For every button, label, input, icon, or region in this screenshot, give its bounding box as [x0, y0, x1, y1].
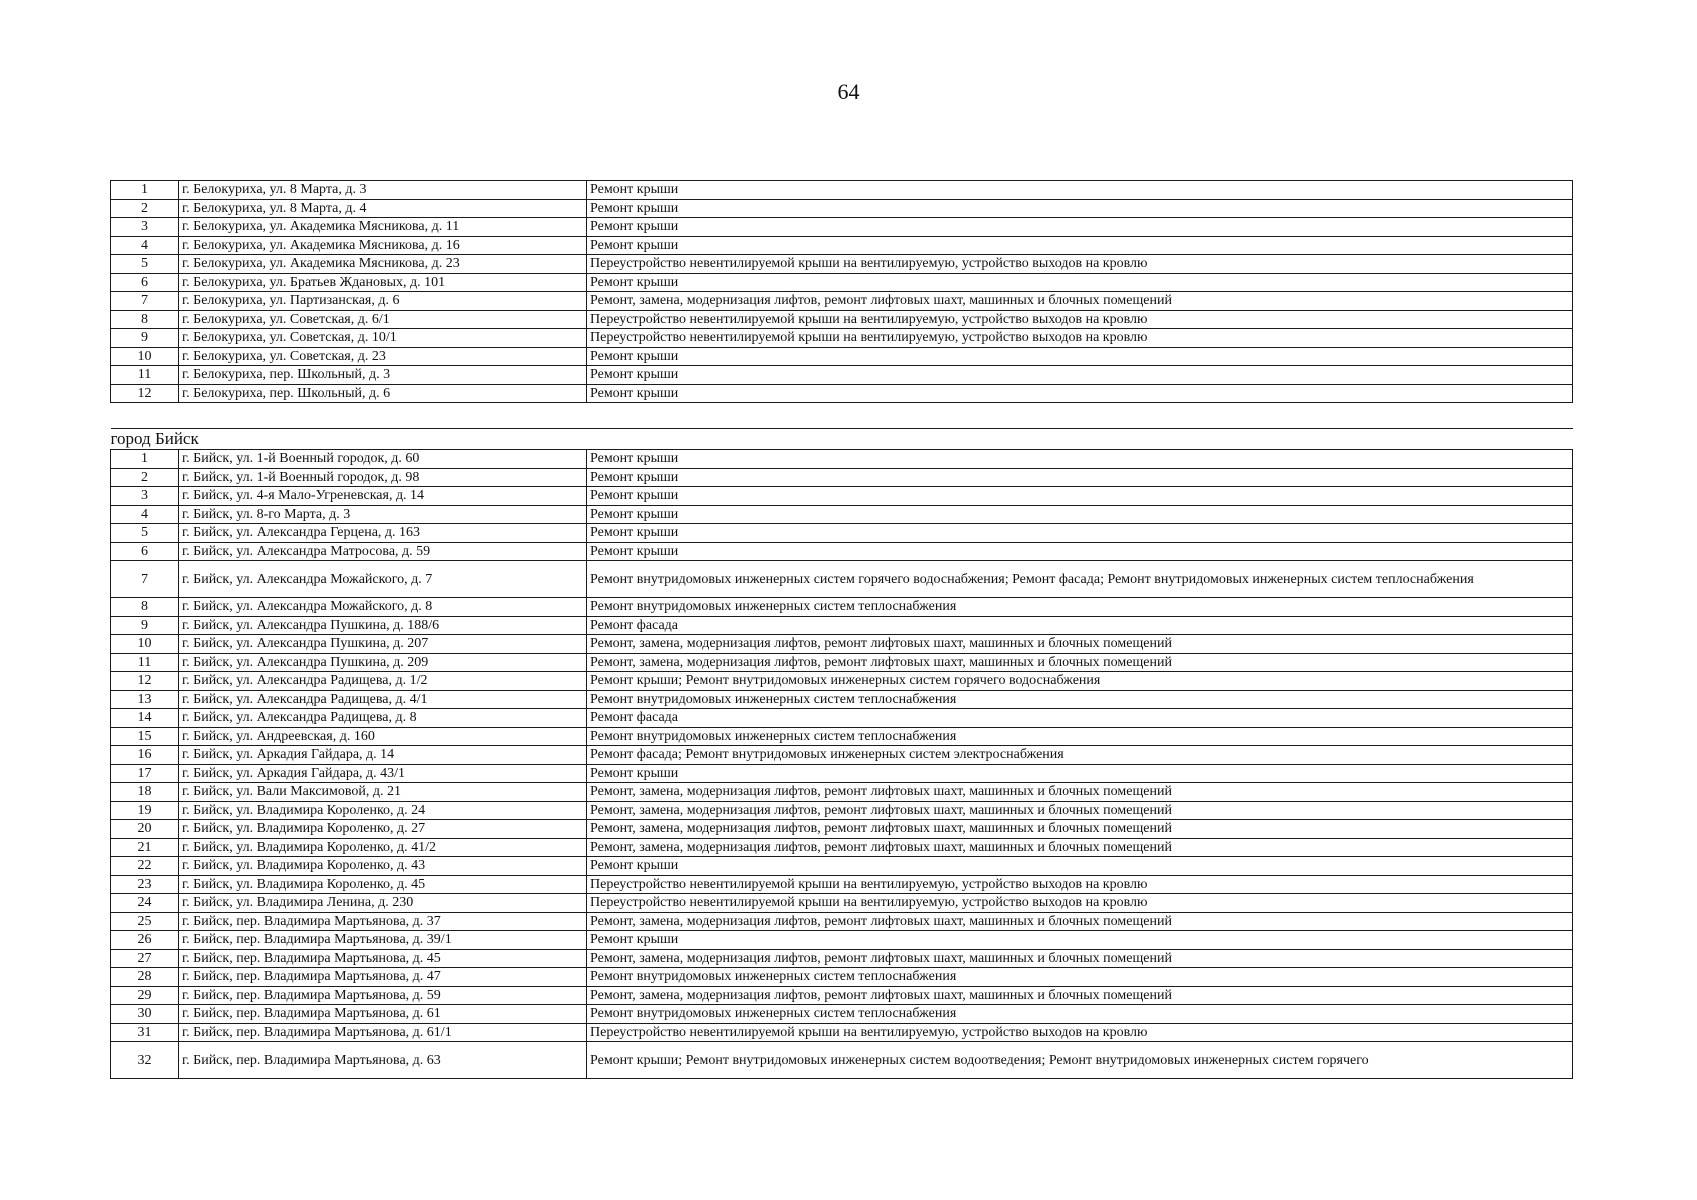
- row-number: 23: [111, 875, 179, 894]
- row-address: г. Белокуриха, ул. Партизанская, д. 6: [179, 292, 587, 311]
- table-row: [111, 968, 1573, 987]
- row-work-type: Ремонт внутридомовых инженерных систем теплоснабжения: [587, 968, 1573, 987]
- table-row: [111, 450, 1573, 469]
- row-work-type: Ремонт, замена, модернизация лифтов, ремонт лифтовых шахт, машинных и блочных помещений: [587, 801, 1573, 820]
- row-work-type: Ремонт крыши: [587, 542, 1573, 561]
- row-work-type: Ремонт внутридомовых инженерных систем теплоснабжения: [587, 1005, 1573, 1024]
- row-address: г. Бийск, ул. Владимира Ленина, д. 230: [179, 894, 587, 913]
- row-work-type: Переустройство невентилируемой крыши на вентилируемую, устройство выходов на кровлю: [587, 255, 1573, 274]
- row-number: 24: [111, 894, 179, 913]
- row-work-type: Ремонт, замена, модернизация лифтов, ремонт лифтовых шахт, машинных и блочных помещений: [587, 635, 1573, 654]
- row-work-type: Ремонт крыши: [587, 487, 1573, 506]
- row-work-type: Ремонт внутридомовых инженерных систем теплоснабжения: [587, 690, 1573, 709]
- row-number: 25: [111, 912, 179, 931]
- row-number: 9: [111, 329, 179, 348]
- row-address: г. Бийск, ул. Владимира Короленко, д. 45: [179, 875, 587, 894]
- row-address: г. Бийск, ул. Александра Герцена, д. 163: [179, 524, 587, 543]
- row-number: 5: [111, 524, 179, 543]
- table-row: [111, 384, 1573, 403]
- row-work-type: Ремонт фасада; Ремонт внутридомовых инженерных систем электроснабжения: [587, 746, 1573, 765]
- row-address: г. Бийск, ул. Александра Радищева, д. 1/2: [179, 672, 587, 691]
- row-work-type: Ремонт крыши: [587, 181, 1573, 200]
- row-work-type: Ремонт крыши: [587, 273, 1573, 292]
- table-row: [111, 764, 1573, 783]
- row-address: г. Бийск, ул. Владимира Короленко, д. 24: [179, 801, 587, 820]
- table-row: [111, 653, 1573, 672]
- table-row: [111, 310, 1573, 329]
- row-work-type: Ремонт крыши: [587, 468, 1573, 487]
- row-number: 6: [111, 273, 179, 292]
- row-work-type: Ремонт крыши: [587, 384, 1573, 403]
- row-address: г. Бийск, ул. Александра Радищева, д. 4/1: [179, 690, 587, 709]
- row-number: 31: [111, 1023, 179, 1042]
- row-number: 1: [111, 181, 179, 200]
- row-address: г. Бийск, ул. 4-я Мало-Угреневская, д. 14: [179, 487, 587, 506]
- row-address: г. Белокуриха, ул. Советская, д. 23: [179, 347, 587, 366]
- table-row: [111, 468, 1573, 487]
- row-number: 30: [111, 1005, 179, 1024]
- table-row: [111, 986, 1573, 1005]
- row-work-type: Ремонт крыши: [587, 931, 1573, 950]
- table-row: [111, 542, 1573, 561]
- row-number: 7: [111, 561, 179, 598]
- table-row: [111, 524, 1573, 543]
- row-address: г. Белокуриха, ул. Академика Мясникова, д. 16: [179, 236, 587, 255]
- table-row: [111, 912, 1573, 931]
- row-work-type: Ремонт фасада: [587, 616, 1573, 635]
- table-row: [111, 635, 1573, 654]
- row-number: 21: [111, 838, 179, 857]
- row-address: г. Бийск, пер. Владимира Мартьянова, д. 45: [179, 949, 587, 968]
- row-address: г. Бийск, ул. Александра Матросова, д. 59: [179, 542, 587, 561]
- row-number: 18: [111, 783, 179, 802]
- row-address: г. Бийск, пер. Владимира Мартьянова, д. 61/1: [179, 1023, 587, 1042]
- table-row: [111, 1042, 1573, 1079]
- row-number: 19: [111, 801, 179, 820]
- row-number: 7: [111, 292, 179, 311]
- row-number: 8: [111, 598, 179, 617]
- row-address: г. Белокуриха, ул. Академика Мясникова, д. 23: [179, 255, 587, 274]
- row-work-type: Ремонт внутридомовых инженерных систем теплоснабжения: [587, 727, 1573, 746]
- table-row: [111, 181, 1573, 200]
- row-number: 10: [111, 635, 179, 654]
- row-work-type: Ремонт крыши: [587, 524, 1573, 543]
- row-address: г. Белокуриха, ул. Академика Мясникова, д. 11: [179, 218, 587, 237]
- row-address: г. Белокуриха, ул. Советская, д. 6/1: [179, 310, 587, 329]
- row-number: 2: [111, 199, 179, 218]
- row-number: 13: [111, 690, 179, 709]
- row-number: 22: [111, 857, 179, 876]
- row-work-type: Ремонт крыши: [587, 764, 1573, 783]
- repair-table: [110, 180, 1573, 1079]
- row-address: г. Бийск, ул. Александра Пушкина, д. 188/6: [179, 616, 587, 635]
- row-work-type: Ремонт, замена, модернизация лифтов, ремонт лифтовых шахт, машинных и блочных помещений: [587, 986, 1573, 1005]
- table-row: [111, 783, 1573, 802]
- row-work-type: Ремонт крыши; Ремонт внутридомовых инженерных систем водоотведения; Ремонт внутридомовых инженерных систем горячего: [587, 1042, 1573, 1079]
- row-address: г. Бийск, пер. Владимира Мартьянова, д. 47: [179, 968, 587, 987]
- row-address: г. Бийск, ул. 1-й Военный городок, д. 60: [179, 450, 587, 469]
- table-row: [111, 746, 1573, 765]
- row-address: г. Белокуриха, пер. Школьный, д. 3: [179, 366, 587, 385]
- row-address: г. Белокуриха, ул. 8 Марта, д. 3: [179, 181, 587, 200]
- table-row: [111, 672, 1573, 691]
- table-row: [111, 561, 1573, 598]
- row-number: 2: [111, 468, 179, 487]
- row-address: г. Белокуриха, пер. Школьный, д. 6: [179, 384, 587, 403]
- row-work-type: Ремонт крыши: [587, 236, 1573, 255]
- row-address: г. Белокуриха, ул. 8 Марта, д. 4: [179, 199, 587, 218]
- row-number: 27: [111, 949, 179, 968]
- row-number: 20: [111, 820, 179, 839]
- table-row: [111, 875, 1573, 894]
- row-work-type: Ремонт крыши: [587, 366, 1573, 385]
- row-work-type: Ремонт крыши: [587, 347, 1573, 366]
- table-row: [111, 487, 1573, 506]
- row-address: г. Бийск, ул. Аркадия Гайдара, д. 14: [179, 746, 587, 765]
- row-address: г. Бийск, пер. Владимира Мартьянова, д. 59: [179, 986, 587, 1005]
- table-body: [111, 181, 1573, 1079]
- row-number: 17: [111, 764, 179, 783]
- row-address: г. Бийск, ул. 1-й Военный городок, д. 98: [179, 468, 587, 487]
- row-address: г. Бийск, ул. Александра Можайского, д. 7: [179, 561, 587, 598]
- row-work-type: Переустройство невентилируемой крыши на вентилируемую, устройство выходов на кровлю: [587, 894, 1573, 913]
- table-row: [111, 292, 1573, 311]
- row-address: г. Бийск, ул. Александра Радищева, д. 8: [179, 709, 587, 728]
- row-address: г. Бийск, пер. Владимира Мартьянова, д. 63: [179, 1042, 587, 1079]
- table-row: [111, 931, 1573, 950]
- table-row: [111, 894, 1573, 913]
- row-address: г. Бийск, пер. Владимира Мартьянова, д. 61: [179, 1005, 587, 1024]
- row-work-type: Ремонт, замена, модернизация лифтов, ремонт лифтовых шахт, машинных и блочных помещений: [587, 949, 1573, 968]
- row-number: 14: [111, 709, 179, 728]
- table-row: [111, 1005, 1573, 1024]
- row-work-type: Ремонт крыши: [587, 450, 1573, 469]
- row-address: г. Бийск, ул. Александра Пушкина, д. 209: [179, 653, 587, 672]
- section-heading-row: [111, 429, 1573, 450]
- row-work-type: Ремонт крыши: [587, 857, 1573, 876]
- page-number: 64: [837, 79, 860, 104]
- row-work-type: Ремонт крыши: [587, 218, 1573, 237]
- table-row: [111, 218, 1573, 237]
- section-spacer: [111, 403, 1573, 429]
- table-row: [111, 236, 1573, 255]
- row-number: 9: [111, 616, 179, 635]
- table-row: [111, 838, 1573, 857]
- table-row: [111, 273, 1573, 292]
- row-address: г. Бийск, ул. Александра Можайского, д. 8: [179, 598, 587, 617]
- row-work-type: Ремонт фасада: [587, 709, 1573, 728]
- table-row: [111, 949, 1573, 968]
- row-number: 6: [111, 542, 179, 561]
- table-row: [111, 727, 1573, 746]
- row-number: 29: [111, 986, 179, 1005]
- row-work-type: Ремонт крыши: [587, 199, 1573, 218]
- row-address: г. Бийск, ул. Андреевская, д. 160: [179, 727, 587, 746]
- row-address: г. Бийск, ул. 8-го Марта, д. 3: [179, 505, 587, 524]
- row-work-type: Ремонт крыши; Ремонт внутридомовых инженерных систем горячего водоснабжения: [587, 672, 1573, 691]
- table-row: [111, 709, 1573, 728]
- row-work-type: Ремонт, замена, модернизация лифтов, ремонт лифтовых шахт, машинных и блочных помещений: [587, 292, 1573, 311]
- row-work-type: Ремонт, замена, модернизация лифтов, ремонт лифтовых шахт, машинных и блочных помещений: [587, 820, 1573, 839]
- row-address: г. Бийск, пер. Владимира Мартьянова, д. 37: [179, 912, 587, 931]
- row-number: 11: [111, 366, 179, 385]
- row-work-type: Ремонт внутридомовых инженерных систем теплоснабжения: [587, 598, 1573, 617]
- row-number: 10: [111, 347, 179, 366]
- row-number: 12: [111, 672, 179, 691]
- row-work-type: Ремонт внутридомовых инженерных систем горячего водоснабжения; Ремонт фасада; Ремонт внутридомовых инженерных систем теплоснабжения: [587, 561, 1573, 598]
- row-number: 8: [111, 310, 179, 329]
- row-number: 1: [111, 450, 179, 469]
- table-row: [111, 616, 1573, 635]
- row-number: 3: [111, 218, 179, 237]
- row-number: 32: [111, 1042, 179, 1079]
- row-address: г. Бийск, ул. Аркадия Гайдара, д. 43/1: [179, 764, 587, 783]
- row-work-type: Переустройство невентилируемой крыши на вентилируемую, устройство выходов на кровлю: [587, 310, 1573, 329]
- row-number: 16: [111, 746, 179, 765]
- section-heading: город Бийск: [110, 429, 199, 448]
- table-row: [111, 1023, 1573, 1042]
- row-work-type: Ремонт, замена, модернизация лифтов, ремонт лифтовых шахт, машинных и блочных помещений: [587, 783, 1573, 802]
- row-number: 15: [111, 727, 179, 746]
- row-address: г. Бийск, ул. Александра Пушкина, д. 207: [179, 635, 587, 654]
- table-row: [111, 801, 1573, 820]
- row-number: 28: [111, 968, 179, 987]
- row-number: 4: [111, 505, 179, 524]
- row-work-type: Переустройство невентилируемой крыши на вентилируемую, устройство выходов на кровлю: [587, 329, 1573, 348]
- row-number: 5: [111, 255, 179, 274]
- row-number: 4: [111, 236, 179, 255]
- section-spacer-cell: [111, 403, 1573, 429]
- row-work-type: Ремонт крыши: [587, 505, 1573, 524]
- table-row: [111, 347, 1573, 366]
- row-work-type: Ремонт, замена, модернизация лифтов, ремонт лифтовых шахт, машинных и блочных помещений: [587, 912, 1573, 931]
- table-row: [111, 255, 1573, 274]
- row-number: 3: [111, 487, 179, 506]
- table-row: [111, 857, 1573, 876]
- row-address: г. Бийск, ул. Владимира Короленко, д. 43: [179, 857, 587, 876]
- row-work-type: Переустройство невентилируемой крыши на вентилируемую, устройство выходов на кровлю: [587, 1023, 1573, 1042]
- row-address: г. Бийск, пер. Владимира Мартьянова, д. 39/1: [179, 931, 587, 950]
- table-row: [111, 505, 1573, 524]
- table-row: [111, 366, 1573, 385]
- row-address: г. Бийск, ул. Вали Максимовой, д. 21: [179, 783, 587, 802]
- row-number: 12: [111, 384, 179, 403]
- row-address: г. Бийск, ул. Владимира Короленко, д. 27: [179, 820, 587, 839]
- table-row: [111, 329, 1573, 348]
- row-number: 26: [111, 931, 179, 950]
- row-work-type: Ремонт, замена, модернизация лифтов, ремонт лифтовых шахт, машинных и блочных помещений: [587, 653, 1573, 672]
- table-row: [111, 690, 1573, 709]
- row-address: г. Белокуриха, ул. Советская, д. 10/1: [179, 329, 587, 348]
- row-work-type: Ремонт, замена, модернизация лифтов, ремонт лифтовых шахт, машинных и блочных помещений: [587, 838, 1573, 857]
- table-row: [111, 820, 1573, 839]
- row-address: г. Бийск, ул. Владимира Короленко, д. 41/2: [179, 838, 587, 857]
- table-row: [111, 199, 1573, 218]
- row-number: 11: [111, 653, 179, 672]
- table-row: [111, 598, 1573, 617]
- row-work-type: Переустройство невентилируемой крыши на вентилируемую, устройство выходов на кровлю: [587, 875, 1573, 894]
- row-address: г. Белокуриха, ул. Братьев Ждановых, д. 101: [179, 273, 587, 292]
